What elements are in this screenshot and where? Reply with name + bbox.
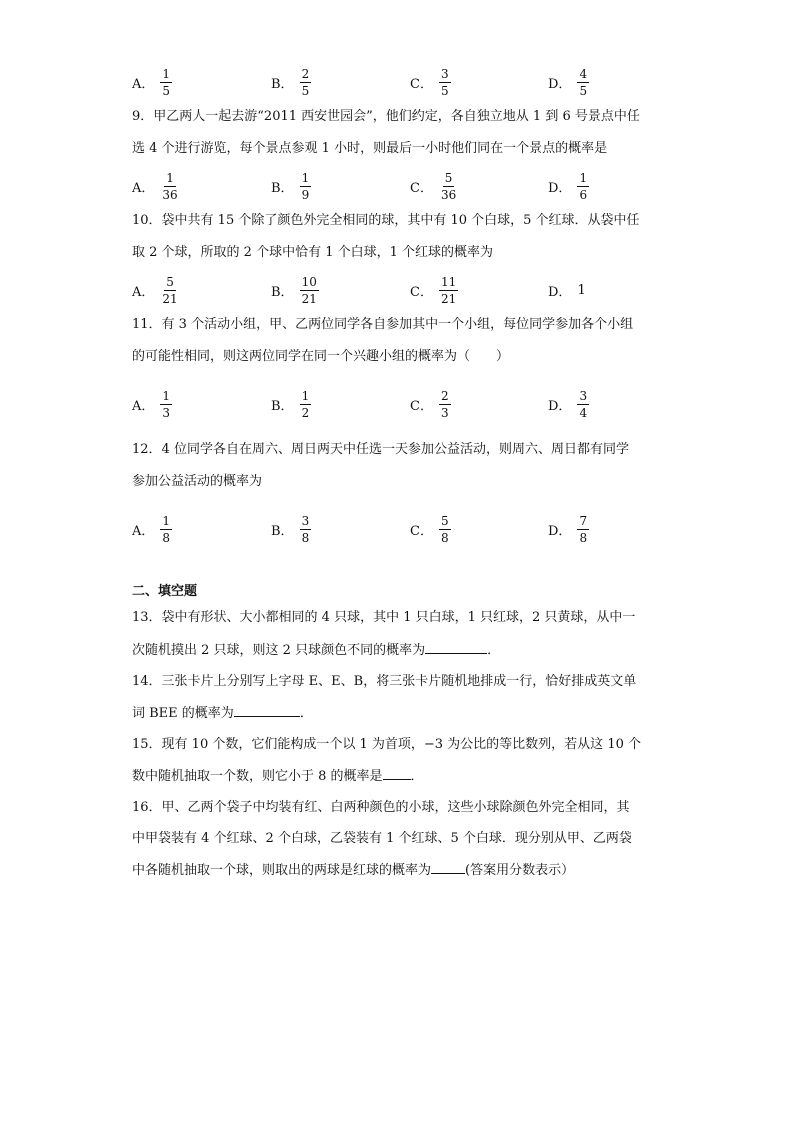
q8-option-c[interactable]: C． $\frac{3}{5}$ <box>410 66 449 98</box>
section-heading-fill-in: 二、填空题 <box>132 584 198 599</box>
q10-option-c[interactable]: C． $\frac{11}{21}$ <box>410 274 457 306</box>
q9-stem-line1: 9．甲乙两人一起去游“2011 西安世园会”，他们约定，各自独立地从 1 到 6 号景点中任 <box>132 109 640 124</box>
q13-stem-line2: 次随机摸出 2 只球，则这 2 只球颜色不同的概率为 ． <box>132 643 501 658</box>
fraction: $\frac{5}{36}$ <box>440 170 457 202</box>
fraction: $\frac{3}{8}$ <box>301 513 310 545</box>
q9-option-b[interactable]: B． $\frac{1}{9}$ <box>271 170 310 202</box>
fraction: $\frac{2}{3}$ <box>440 388 449 420</box>
q11-option-c[interactable]: C． $\frac{2}{3}$ <box>410 388 449 420</box>
q11-option-d[interactable]: D． $\frac{3}{4}$ <box>548 388 588 420</box>
q12-options <box>132 509 612 549</box>
fraction: $\frac{11}{21}$ <box>440 274 457 306</box>
fraction: $\frac{5}{8}$ <box>440 513 449 545</box>
q12-option-c[interactable]: C． $\frac{5}{8}$ <box>410 513 449 545</box>
q15-stem-line2: 数中随机抽取一个数，则它小于 8 的概率是 ． <box>132 769 424 784</box>
q14-stem-line1: 14．三张卡片上分别写上字母 E、E、B，将三张卡片随机地排成一行，恰好排成英文单 <box>132 674 637 689</box>
fraction: $\frac{1}{36}$ <box>162 170 178 202</box>
q16-stem-line1: 16．甲、乙两个袋子中均装有红、白两种颜色的小球，这些小球除颜色外完全相同，其 <box>132 800 630 815</box>
fraction: $\frac{1}{6}$ <box>579 170 588 202</box>
q8-option-d[interactable]: D． $\frac{4}{5}$ <box>548 66 588 98</box>
q13-stem-line1: 13．袋中有形状、大小都相同的 4 只球，其中 1 只白球，1 只红球，2 只黄球，从中一 <box>132 610 636 625</box>
fraction: $\frac{1}{2}$ <box>301 388 310 420</box>
fraction: $\frac{7}{8}$ <box>579 513 588 545</box>
q12-stem-line1: 12．4 位同学各自在周六、周日两天中任选一天参加公益活动，则周六、周日都有同学 <box>132 442 629 457</box>
q9-option-a[interactable]: A． $\frac{1}{36}$ <box>132 170 178 202</box>
q11-options <box>132 384 612 424</box>
q12-option-d[interactable]: D． $\frac{7}{8}$ <box>548 513 588 545</box>
q15-answer-blank[interactable] <box>383 767 411 780</box>
q12-stem-line2: 参加公益活动的概率为 <box>132 474 263 489</box>
q9-option-d[interactable]: D． $\frac{1}{6}$ <box>548 170 588 202</box>
fraction: $\frac{2}{5}$ <box>301 66 310 98</box>
fraction: $\frac{1}{9}$ <box>301 170 310 202</box>
q11-stem-line2: 的可能性相同，则这两位同学在同一个兴趣小组的概率为（ ） <box>132 349 510 364</box>
q9-options <box>132 166 612 206</box>
q10-option-d[interactable]: D． 1 <box>548 282 586 300</box>
q10-stem-line2: 取 2 个球，所取的 2 个球中恰有 1 个白球，1 个红球的概率为 <box>132 245 494 260</box>
fraction: $\frac{1}{5}$ <box>162 66 171 98</box>
fraction: $\frac{5}{21}$ <box>162 274 178 306</box>
fraction: $\frac{4}{5}$ <box>579 66 588 98</box>
fraction: $\frac{1}{8}$ <box>162 513 171 545</box>
q15-stem-line1: 15．现有 10 个数，它们能构成一个以 1 为首项，−3 为公比的等比数列，若从这 10 个 <box>132 737 641 752</box>
q11-option-a[interactable]: A． $\frac{1}{3}$ <box>132 388 171 420</box>
q12-option-a[interactable]: A． $\frac{1}{8}$ <box>132 513 171 545</box>
fraction: $\frac{10}{21}$ <box>301 274 317 306</box>
q16-stem-line2: 中甲袋装有 4 个红球、2 个白球，乙袋装有 1 个红球、5 个白球．现分别从甲、乙两袋 <box>132 831 632 846</box>
q16-stem-line3: 中各随机抽取一个球，则取出的两球是红球的概率为 (答案用分数表示） <box>132 863 575 878</box>
q12-option-b[interactable]: B． $\frac{3}{8}$ <box>271 513 310 545</box>
q11-stem-line1: 11．有 3 个活动小组，甲、乙两位同学各自参加其中一个小组，每位同学参加各个小组 <box>132 317 634 332</box>
fraction: $\frac{3}{4}$ <box>579 388 588 420</box>
fraction: $\frac{1}{3}$ <box>162 388 171 420</box>
q10-option-a[interactable]: A． $\frac{5}{21}$ <box>132 274 178 306</box>
q10-option-b[interactable]: B． $\frac{10}{21}$ <box>271 274 317 306</box>
q8-options <box>132 62 612 102</box>
q14-stem-line2: 词 BEE 的概率为 ． <box>132 706 313 721</box>
q11-option-b[interactable]: B． $\frac{1}{2}$ <box>271 388 310 420</box>
fraction: $\frac{3}{5}$ <box>440 66 449 98</box>
q13-answer-blank[interactable] <box>425 641 487 654</box>
q8-option-b[interactable]: B． $\frac{2}{5}$ <box>271 66 310 98</box>
q9-stem-line2: 选 4 个进行游览，每个景点参观 1 小时，则最后一小时他们同在一个景点的概率是 <box>132 141 608 156</box>
q10-options <box>132 270 612 310</box>
q10-stem-line1: 10．袋中共有 15 个除了颜色外完全相同的球，其中有 10 个白球，5 个红球．从袋中任 <box>132 213 640 228</box>
q16-answer-blank[interactable] <box>431 861 465 874</box>
q14-answer-blank[interactable] <box>234 704 300 717</box>
q8-option-a[interactable]: A． $\frac{1}{5}$ <box>132 66 171 98</box>
q9-option-c[interactable]: C． $\frac{5}{36}$ <box>410 170 457 202</box>
